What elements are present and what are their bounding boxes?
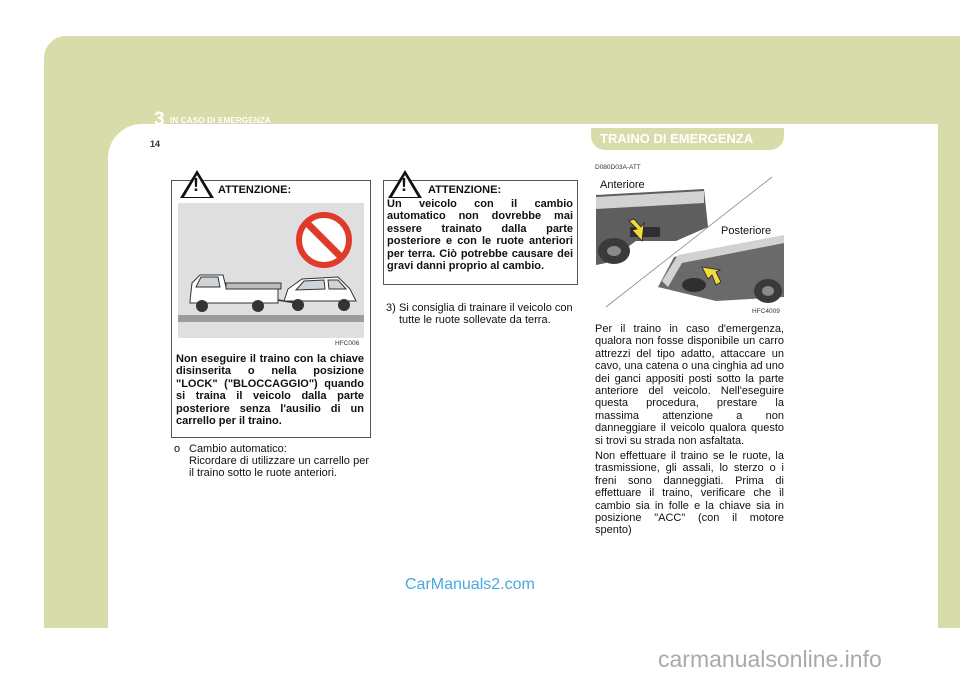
watermark-carmanuals2: CarManuals2.com bbox=[405, 576, 535, 593]
middle-note-text: Si consiglia di trainare il veicolo con tutte le ruote sollevate da terra. bbox=[399, 302, 573, 327]
section-title: TRAINO DI EMERGENZA bbox=[600, 131, 754, 146]
towing-illustration bbox=[178, 203, 364, 338]
middle-warning-text: Un veicolo con il cambio automatico non dovrebbe mai essere trainato dalla parte posteriore e con le ruote anteriori per terra. Ciò potrebbe causare dei gravi danni proprio al cambio. bbox=[387, 198, 573, 273]
towed-car-wheel-front bbox=[292, 299, 304, 311]
left-warning-text: Non eseguire il traino con la chiave disinserita o nella posizione "LOCK" ("BLOCCAGGIO") quando si traina il veicolo dalla parte posteriore senza l'ausilio di un carrello per il traino. bbox=[176, 353, 364, 428]
left-note-line2: Ricordare di utilizzare un carrello per il traino sotto le ruote anteriori. bbox=[189, 455, 369, 480]
exclamation-icon: ! bbox=[401, 175, 407, 195]
left-note-line1: Cambio automatico: bbox=[189, 443, 287, 455]
label-front: Anteriore bbox=[600, 179, 645, 191]
middle-warning-title: ATTENZIONE: bbox=[428, 184, 502, 196]
prohibition-icon bbox=[299, 215, 349, 265]
watermark-carmanualsonline: carmanualsonline.info bbox=[658, 646, 882, 672]
right-paragraph-1: Per il traino in caso d'emergenza, qualora non fosse disponibile un carro attrezzi del tipo adatto, attaccare un cavo, una catena o una cinghia ad uno dei ganci appositi posti sotto la parte anteriore del veicolo. Nell'eseguire questa procedura, prestare la massima attenzione a non danneggiare il veicolo qualora questo si trovi su strada non asfaltata. bbox=[595, 323, 784, 447]
label-rear: Posteriore bbox=[721, 225, 772, 237]
chapter-number: 3 bbox=[154, 109, 165, 130]
towed-car-wheel-rear bbox=[338, 299, 350, 311]
left-note-bullet: o bbox=[174, 443, 181, 455]
left-image-code: HFC006 bbox=[335, 340, 360, 347]
towing-hooks-photo bbox=[596, 175, 784, 315]
left-warning-title: ATTENZIONE: bbox=[218, 184, 292, 196]
right-image-code: HFC4009 bbox=[752, 308, 780, 315]
exclamation-icon: ! bbox=[193, 175, 199, 195]
page-number: 14 bbox=[150, 139, 161, 149]
truck-wheel-front bbox=[196, 300, 208, 312]
chapter-title: IN CASO DI EMERGENZA bbox=[170, 116, 271, 125]
truck-wheel-rear bbox=[252, 300, 264, 312]
right-paragraph-2: Non effettuare il traino se le ruote, la trasmissione, gli assali, lo sterzo o i freni sono danneggiati. Prima di effettuare il traino, verificare che il cambio sia in folle e la chiave sia in posizione "ACC" (con il motore spento) bbox=[595, 450, 784, 537]
document-code: D080D03A-ATT bbox=[595, 164, 641, 171]
middle-note-number: 3) bbox=[386, 302, 396, 314]
